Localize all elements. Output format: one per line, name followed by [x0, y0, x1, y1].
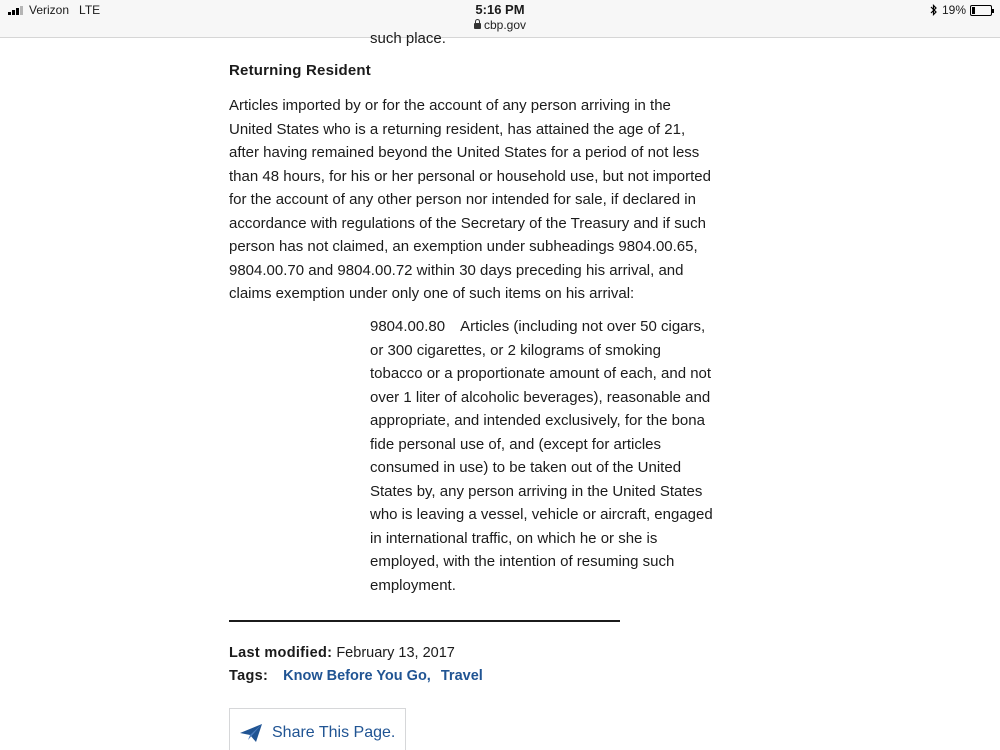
network-type: LTE [79, 3, 101, 17]
tag-link-know-before-you-go[interactable]: Know Before You Go, [283, 668, 431, 684]
share-label[interactable]: Share This Page. [272, 724, 396, 741]
subheading-block [370, 315, 715, 597]
tags-label: Tags: [229, 668, 269, 684]
section-title: Returning Resident [229, 62, 371, 79]
last-modified-date: February 13, 2017 [336, 645, 455, 661]
clock-time: 5:16 PM [475, 2, 525, 17]
battery-percent: 19% [941, 3, 966, 17]
share-button[interactable] [229, 708, 406, 750]
tag-link-travel[interactable]: Travel [440, 668, 483, 684]
battery-fill [972, 7, 975, 14]
subheading-code: 9804.00.80 [370, 318, 446, 335]
subheading-text: Articles (including not over 50 cigars, or 300 cigarettes, or 2 kilograms of smoking tobacco or a proportionate amount of each, and not over 1 liter of alcoholic beverages), reasonable and appropriate, and intended exclusively, for the bona fide personal use of, and (except for articles consumed in use) to be taken out of the United States by, any person arriving in the United States who is leaving a vessel, vehicle or aircraft, engaged in international traffic, on which he or she is employed, with the intention of resuming such employment. [370, 318, 713, 594]
status-right [930, 3, 992, 17]
battery-icon [970, 5, 992, 16]
last-modified-label: Last modified: [229, 645, 333, 661]
bluetooth-icon [930, 4, 938, 16]
paper-plane-icon [240, 724, 262, 742]
divider [229, 620, 620, 622]
status-center [0, 2, 1000, 33]
url-text[interactable]: cbp.gov [483, 18, 527, 32]
last-modified [229, 645, 455, 661]
lock-icon [474, 23, 481, 29]
carrier-name: Verizon [29, 3, 70, 17]
clipped-text: such place. [370, 30, 446, 47]
url-bar[interactable] [0, 18, 1000, 33]
article-paragraph: Articles imported by or for the account of any person arriving in the United States who is a returning resident, has attained the age of 21, after having remained beyond the United States for a period of not less than 48 hours, for his or her personal or household use, but not imported for the account of any other person nor intended for sale, if declared in accordance with regulations of the Secretary of the Treasury and if such person has not claimed, an exemption under subheadings 9804.00.65, 9804.00.70 and 9804.00.72 within 30 days preceding his arrival, and claims exemption under only one of such items on his arrival: [229, 97, 711, 302]
status-bar [0, 0, 1000, 38]
tags-row [229, 668, 483, 684]
